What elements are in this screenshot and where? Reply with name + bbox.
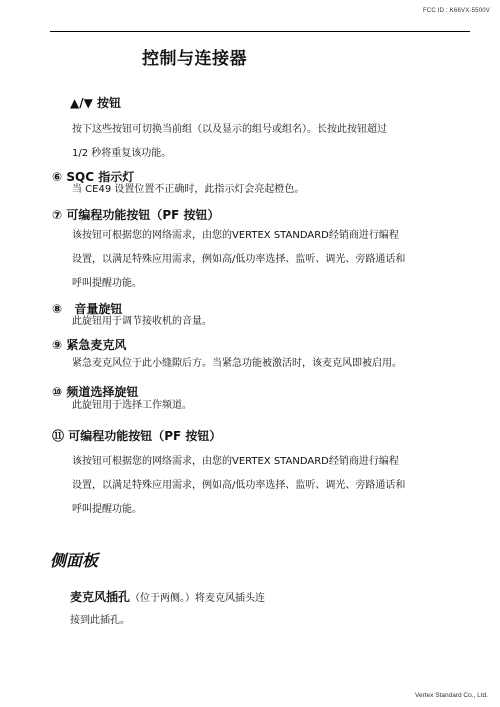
- section-heading-text: SQC 指示灯: [66, 170, 135, 184]
- header-rule: [50, 31, 470, 32]
- section-heading-text: 音量旋钮: [74, 302, 123, 316]
- up-down-arrows-icon: ▲/▼: [70, 96, 93, 110]
- section-updown-body: [72, 118, 387, 166]
- callout-number: ⑧: [52, 302, 63, 316]
- section-emergency-mic-heading: [52, 336, 126, 353]
- body-line: 此旋钮用于选择工作频道。: [72, 400, 192, 411]
- body-line: 该按钮可根据您的网络需求，由您的VERTEX STANDARD经销商进行编程: [72, 456, 399, 467]
- section-sqc-body: [72, 182, 304, 198]
- section-pf7-heading: [52, 206, 220, 223]
- callout-number: ⑦: [52, 208, 63, 222]
- callout-number: ⑥: [52, 170, 63, 184]
- body-line: 紧急麦克风位于此小缝隙后方。当紧急功能被激活时，该麦克风即被启用。: [72, 358, 402, 369]
- side-panel-title: 侧面板: [50, 551, 99, 570]
- callout-number: ⑩: [52, 385, 63, 399]
- callout-number: ⑪: [52, 429, 65, 443]
- section-heading-text: 可编程功能按钮（PF 按钮）: [68, 429, 222, 443]
- section-heading-text: 紧急麦克风: [66, 338, 127, 352]
- section-channel-body: [72, 398, 192, 414]
- mic-jack-label: 麦克风插孔: [70, 590, 131, 604]
- body-line: 呼叫提醒功能。: [72, 504, 142, 515]
- section-emergency-mic-body: [72, 352, 402, 376]
- fcc-id: FCC ID : K66VX-5500V: [422, 8, 490, 14]
- body-line: 1/2 秒将重复该功能。: [72, 148, 172, 159]
- body-line: 该按钮可根据您的网络需求，由您的VERTEX STANDARD经销商进行编程: [72, 230, 399, 241]
- page-title: 控制与连接器: [142, 49, 247, 69]
- callout-number: ⑨: [52, 338, 63, 352]
- mic-jack-text: （位于两侧。）将麦克风插头连: [130, 593, 266, 604]
- body-line: 设置，以满足特殊应用需求，例如高/低功率选择、监听、调光、旁路通话和: [72, 480, 406, 491]
- section-heading-text: 频道选择旋钮: [66, 385, 139, 399]
- body-line: 此旋钮用于调节接收机的音量。: [72, 316, 212, 327]
- section-volume-body: [72, 314, 212, 330]
- body-line: 当 CE49 设置位置不正确时，此指示灯会亮起橙色。: [72, 184, 305, 195]
- section-heading-text: 可编程功能按钮（PF 按钮）: [66, 208, 220, 222]
- mic-jack-text-2: 接到此插孔。: [70, 615, 130, 626]
- section-updown-heading: [70, 94, 121, 111]
- body-line: 设置，以满足特殊应用需求，例如高/低功率选择、监听、调光、旁路通话和: [72, 254, 406, 265]
- section-pf11-heading: [52, 427, 221, 444]
- section-pf7-body: [72, 224, 405, 296]
- body-line: 按下这些按钮可切换当前组（以及显示的组号或组名）。长按此按钮超过: [72, 124, 387, 135]
- section-heading-text: 按钮: [97, 96, 122, 110]
- footer-company: Vertex Standard Co., Ltd.: [415, 692, 488, 699]
- body-line: 呼叫提醒功能。: [72, 278, 142, 289]
- mic-jack-paragraph: [70, 586, 265, 632]
- section-pf11-body: [72, 450, 405, 522]
